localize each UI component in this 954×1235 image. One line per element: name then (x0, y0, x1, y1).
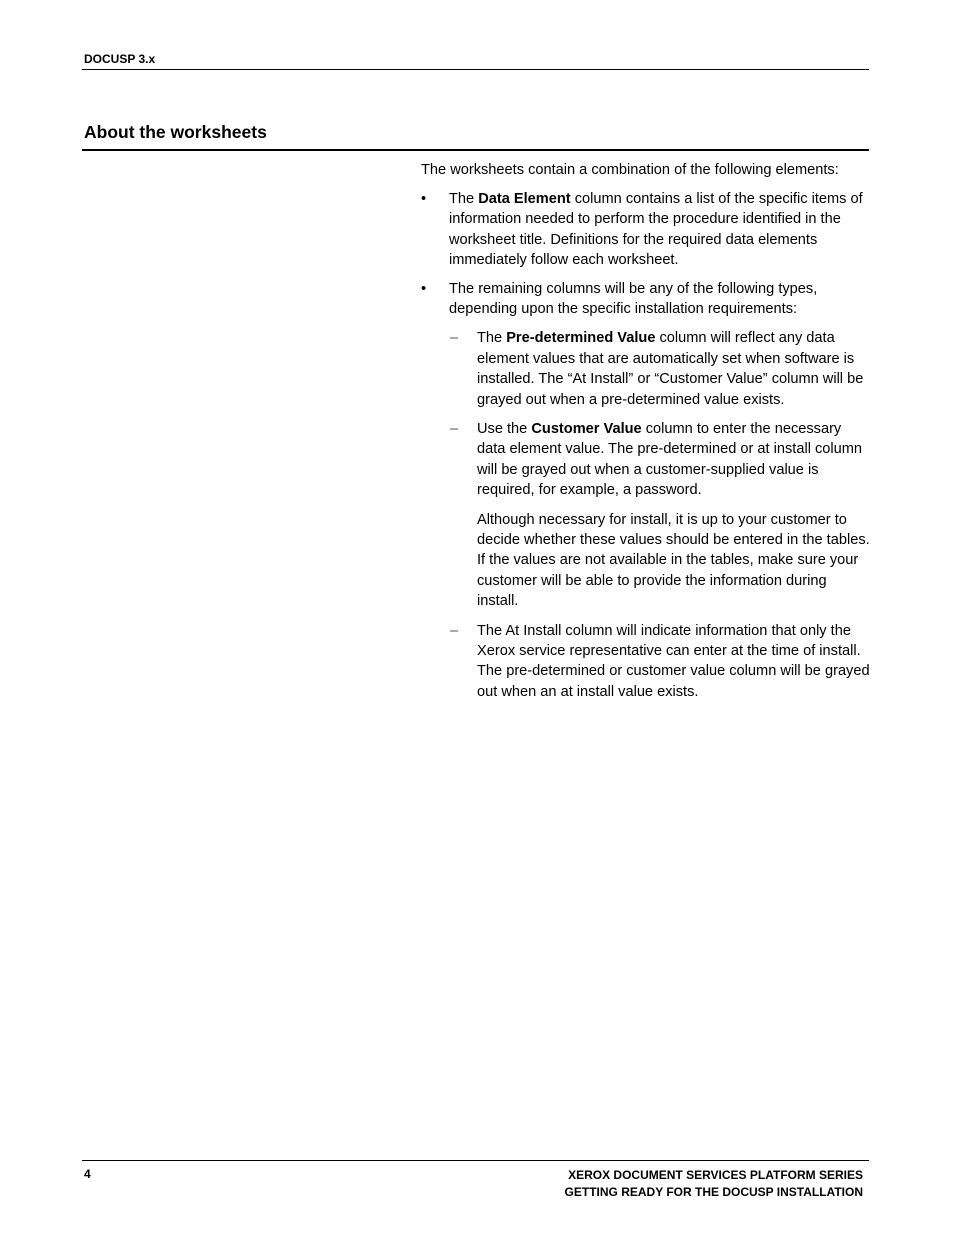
sub-item-pre-determined-value (421, 328, 871, 410)
sub-bold-term: Customer Value (531, 420, 642, 437)
sub-list (421, 328, 871, 702)
bullet-data-element (421, 189, 871, 271)
intro-paragraph: The worksheets contain a combination of the following elements: (421, 162, 839, 178)
dash-icon: – (450, 420, 459, 437)
bullet-icon: • (421, 281, 427, 298)
sub-text-post: column to enter the necessary data element value. The pre-determined or at install column will be grayed out when a customer-supplied value is required, for example, a password. (477, 420, 863, 499)
dash-icon: – (450, 330, 459, 347)
sub-item-customer-value (421, 419, 871, 501)
footer-title (565, 1167, 863, 1201)
section-rule (82, 149, 869, 151)
sub-text-post: column will reflect any data element values that are automatically set when software is installed. The “At Install” or “Customer Value” column will be grayed out when a pre-determined value exists. (477, 330, 864, 408)
sub-item-at-install (421, 621, 871, 703)
page-number: 4 (84, 1167, 91, 1181)
running-header: DOCUSP 3.x (84, 52, 156, 66)
bullet-text-post: column contains a list of the specific items of information needed to perform the procedure identified in the worksheet title. Definitions for the required data elements immediately follow each worksheet. (449, 190, 863, 269)
footer-line-2: GETTING READY FOR THE DOCUSP INSTALLATION (564, 1185, 863, 1199)
bullet-text-pre: The (449, 190, 479, 207)
sub-text: The At Install column will indicate information that only the Xerox service representative can enter at the time of install. The pre-determined or customer value column will be grayed out when an at install value exists. (477, 622, 870, 700)
sub-paragraph: Although necessary for install, it is up to your customer to decide whether these values should be entered in the tables. If the values are not available in the tables, make sure your customer will be able to provide the information during install. (477, 511, 870, 610)
body-content (421, 160, 871, 711)
bullet-text: The remaining columns will be any of the following types, depending upon the specific installation requirements: (449, 281, 818, 318)
bullet-bold-term: Data Element (478, 190, 571, 207)
dash-icon: – (450, 622, 459, 639)
header-rule (82, 69, 869, 70)
bullet-icon: • (421, 190, 427, 207)
bullet-remaining-columns (421, 279, 871, 320)
footer-line-1: XEROX DOCUMENT SERVICES PLATFORM SERIES (568, 1168, 863, 1182)
sub-bold-term: Pre-determined Value (506, 330, 656, 347)
section-title: About the worksheets (84, 122, 267, 142)
footer-rule (82, 1160, 869, 1161)
sub-text-pre: Use the (477, 420, 532, 437)
sub-text-pre: The (477, 330, 507, 347)
